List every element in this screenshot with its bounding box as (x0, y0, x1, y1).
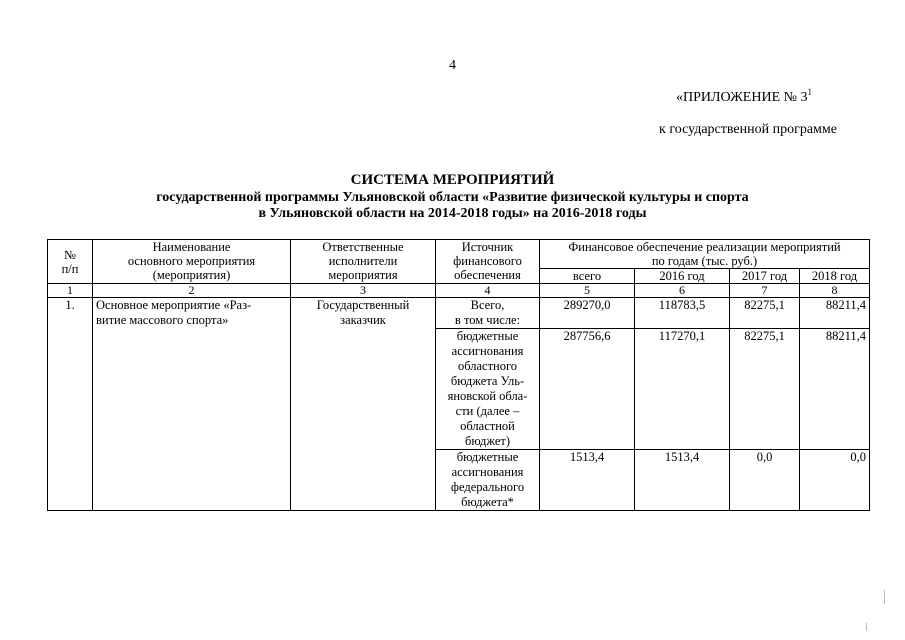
source-label: Всего, в том числе: (436, 298, 540, 329)
value-total: 287756,6 (540, 329, 635, 450)
appendix-label (676, 87, 812, 106)
column-numbers-row (48, 284, 870, 298)
header-executors: Ответственные исполнители мероприятия (291, 240, 436, 284)
value-total: 1513,4 (540, 450, 635, 511)
program-reference: к государственной программе (659, 122, 837, 137)
value-2017: 0,0 (730, 450, 800, 511)
document-subtitle (100, 190, 805, 222)
header-2018: 2018 год (800, 269, 870, 284)
header-source: Источник финансового обеспечения (436, 240, 540, 284)
scan-mark (884, 590, 885, 604)
value-2017: 82275,1 (730, 329, 800, 450)
measure-executors: Государственный заказчик (291, 298, 436, 511)
appendix-text: «ПРИЛОЖЕНИЕ № 3 (676, 90, 808, 105)
source-label: бюджетные ассигнования федерального бюджета* (436, 450, 540, 511)
header-total: всего (540, 269, 635, 284)
column-number: 7 (730, 284, 800, 298)
column-number: 1 (48, 284, 93, 298)
header-2017: 2017 год (730, 269, 800, 284)
appendix-superscript: 1 (807, 87, 812, 97)
source-label: бюджетные ассигнования областного бюджета Уль- яновской обла- сти (далее – областной бюджет) (436, 329, 540, 450)
value-2017: 82275,1 (730, 298, 800, 329)
column-number: 4 (436, 284, 540, 298)
column-number: 3 (291, 284, 436, 298)
header-name: Наименование основного мероприятия (мероприятия) (93, 240, 291, 284)
column-number: 8 (800, 284, 870, 298)
value-total: 289270,0 (540, 298, 635, 329)
value-2016: 118783,5 (635, 298, 730, 329)
measure-name: Основное мероприятие «Раз- витие массового спорта» (93, 298, 291, 511)
header-finance: Финансовое обеспечение реализации мероприятий по годам (тыс. руб.) (540, 240, 870, 269)
column-number: 6 (635, 284, 730, 298)
page-number: 4 (449, 58, 456, 73)
header-num: № п/п (48, 240, 93, 284)
subtitle-line-1: государственной программы Ульяновской области «Развитие физической культуры и спорта (156, 190, 749, 205)
document-title: СИСТЕМА МЕРОПРИЯТИЙ (350, 172, 555, 188)
header-row-1 (48, 240, 870, 269)
column-number: 2 (93, 284, 291, 298)
value-2018: 88211,4 (800, 329, 870, 450)
value-2016: 1513,4 (635, 450, 730, 511)
value-2016: 117270,1 (635, 329, 730, 450)
value-2018: 0,0 (800, 450, 870, 511)
row-number: 1. (48, 298, 93, 511)
scan-mark (866, 623, 867, 631)
measures-table (47, 239, 870, 511)
header-2016: 2016 год (635, 269, 730, 284)
value-2018: 88211,4 (800, 298, 870, 329)
table-row (48, 298, 870, 329)
subtitle-line-2: в Ульяновской области на 2014-2018 годы» на 2016-2018 годы (258, 206, 647, 221)
column-number: 5 (540, 284, 635, 298)
